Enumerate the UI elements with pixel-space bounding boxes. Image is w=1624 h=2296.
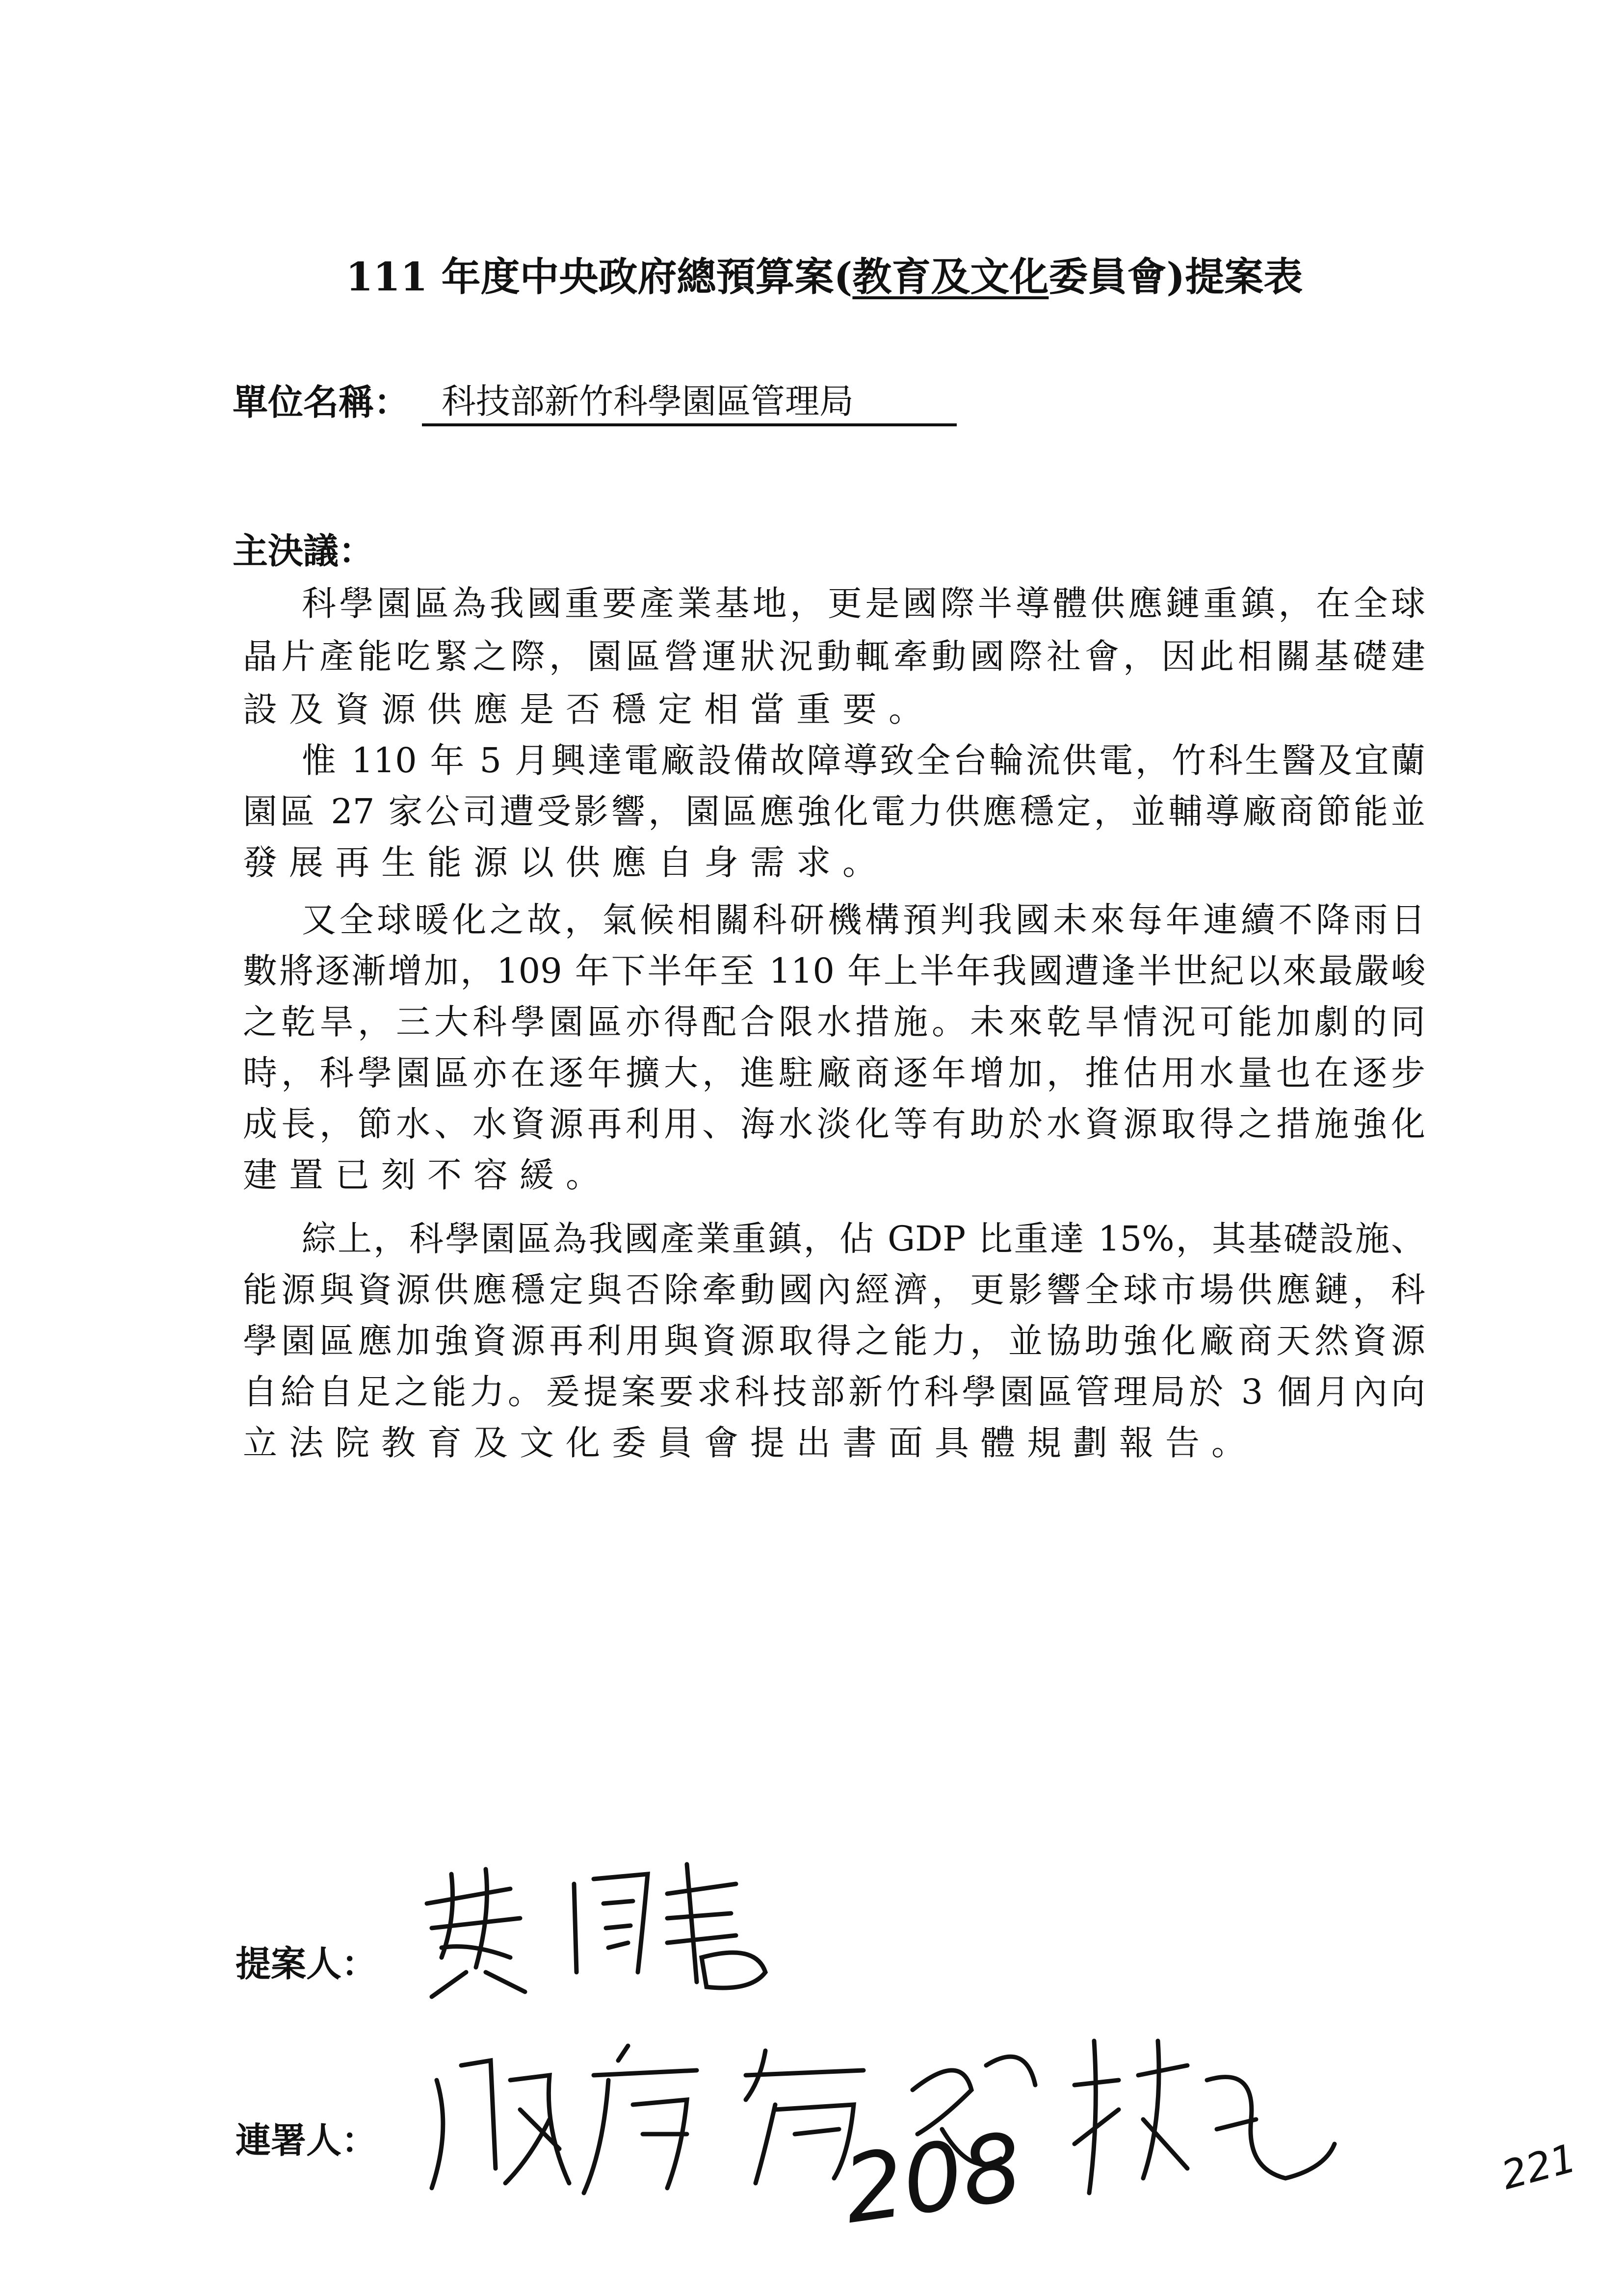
- title-committee: 教育及文化: [852, 254, 1049, 300]
- paragraph-line: 綜上，科學園區為我國產業重鎮，佔 GDP 比重達 15%，其基礎設施、: [302, 1219, 1425, 1259]
- paragraph-line: 建置已刻不容緩。: [243, 1155, 612, 1195]
- paragraph-line: 又全球暖化之故，氣候相關科研機構預判我國未來每年連續不降雨日: [302, 900, 1425, 940]
- resolution-heading: 主決議：: [233, 530, 374, 572]
- paragraph-line: 數將逐漸增加，109 年下半年至 110 年上半年我國遭逢半世紀以來最嚴峻: [243, 951, 1425, 991]
- page-title: [294, 245, 1354, 302]
- paragraph-line: 立法院教育及文化委員會提出書面具體規劃報告。: [243, 1423, 1257, 1463]
- unit-label: 單位名稱：: [233, 381, 410, 423]
- title-prefix: 111 年度中央政府總預算案(: [345, 254, 853, 300]
- paragraph-line: 學園區應加強資源再利用與資源取得之能力，並協助強化廠商天然資源: [243, 1321, 1425, 1361]
- page-number: 221: [1496, 2135, 1581, 2199]
- paragraph-line: 設及資源供應是否穩定相當重要。: [243, 689, 935, 730]
- paragraph-line: 晶片產能吃緊之際，園區營運狀況動輒牽動國際社會，因此相關基礎建: [243, 636, 1425, 677]
- handwritten-number: 208: [837, 2112, 1029, 2245]
- paragraph-line: 時，科學園區亦在逐年擴大，進駐廠商逐年增加，推估用水量也在逐步: [243, 1053, 1425, 1093]
- title-suffix: 委員會)提案表: [1048, 254, 1303, 300]
- paragraph-line: 自給自足之能力。爰提案要求科技部新竹科學園區管理局於 3 個月內向: [243, 1372, 1425, 1412]
- proposer-label: 提案人：: [236, 1943, 377, 1984]
- paragraph-line: 能源與資源供應穩定與否除牽動國內經濟，更影響全球市場供應鏈，科: [243, 1270, 1425, 1310]
- proposer-signature: [412, 1845, 805, 2007]
- paragraph-line: 成長，節水、水資源再利用、海水淡化等有助於水資源取得之措施強化: [243, 1104, 1425, 1144]
- paragraph-line: 科學園區為我國重要產業基地，更是國際半導體供應鏈重鎮，在全球: [302, 583, 1425, 624]
- paragraph-line: 之乾旱，三大科學園區亦得配合限水措施。未來乾旱情況可能加劇的同: [243, 1002, 1425, 1042]
- paragraph-line: 發展再生能源以供應自身需求。: [243, 842, 889, 883]
- paragraph-line: 園區 27 家公司遭受影響，園區應強化電力供應穩定，並輔導廠商節能並: [243, 791, 1425, 832]
- cosigner-label: 連署人：: [236, 2119, 377, 2161]
- unit-value: 科技部新竹科學園區管理局: [422, 374, 957, 426]
- paragraph-line: 惟 110 年 5 月興達電廠設備故障導致全台輪流供電，竹科生醫及宜蘭: [302, 740, 1425, 781]
